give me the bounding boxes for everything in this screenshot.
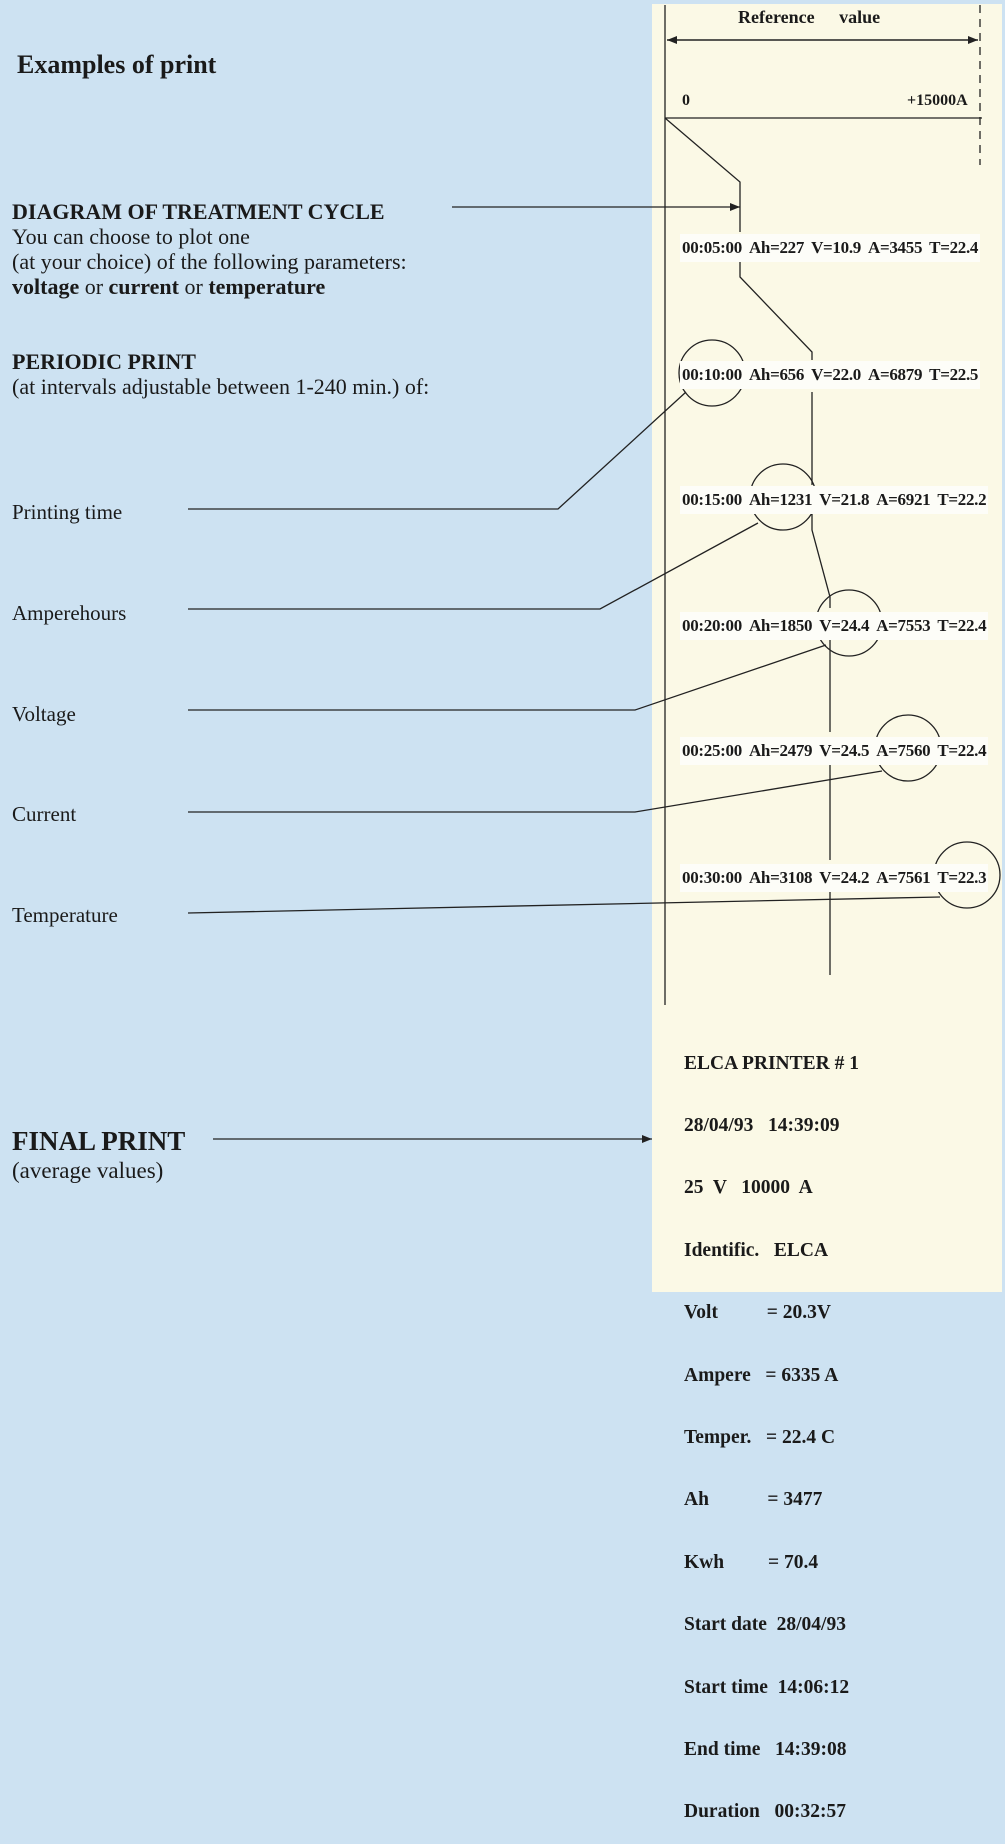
periodic-print-row	[680, 486, 988, 514]
row-t: T=22.5	[929, 365, 979, 384]
row-time: 00:05:00	[682, 238, 742, 257]
row-time: 00:15:00	[682, 490, 742, 509]
summary-line: Kwh = 70.4	[684, 1551, 819, 1573]
param-current: current	[108, 274, 179, 299]
scale-min: 0	[682, 92, 690, 109]
periodic-print-row	[680, 612, 988, 640]
row-v: V=10.9	[811, 238, 861, 257]
summary-line: Identific. ELCA	[684, 1239, 829, 1261]
periodic-print-row	[680, 864, 988, 892]
row-time: 00:30:00	[682, 868, 742, 887]
summary-line: Volt = 20.3V	[684, 1302, 831, 1324]
param-temperature: temperature	[208, 274, 326, 299]
summary-line: Start time 14:06:12	[684, 1676, 850, 1698]
param-voltage: voltage	[12, 274, 80, 299]
row-a: A=7561	[876, 868, 931, 887]
summary-line: Duration 00:32:57	[684, 1801, 846, 1823]
row-t: T=22.4	[937, 741, 987, 760]
plot-trace	[665, 118, 740, 232]
periodic-print-row	[680, 737, 988, 765]
row-t: T=22.2	[937, 490, 987, 509]
periodic-subtitle: (at intervals adjustable between 1-240 min.) of:	[12, 374, 430, 399]
plot-trace	[740, 262, 812, 360]
periodic-print-row	[680, 361, 980, 389]
callout-printing-time: Printing time	[12, 500, 123, 524]
callout-amperehours: Amperehours	[12, 601, 127, 625]
callout-current: Current	[12, 802, 77, 826]
row-ah: Ah=3108	[748, 868, 813, 887]
leader-temperature	[188, 897, 940, 913]
callout-voltage: Voltage	[12, 702, 76, 726]
row-v: V=22.0	[811, 365, 861, 384]
row-ah: Ah=2479	[748, 741, 813, 760]
summary-line: Start date 28/04/93	[684, 1614, 846, 1636]
row-ah: Ah=227	[748, 238, 805, 257]
summary-line: Ampere = 6335 A	[684, 1364, 839, 1386]
row-a: A=7560	[876, 741, 931, 760]
plot-trace	[812, 512, 830, 608]
row-time: 00:20:00	[682, 616, 742, 635]
row-time: 00:10:00	[682, 365, 742, 384]
diagram-line2: (at your choice) of the following parameters:	[12, 249, 407, 274]
summary-line: Temper. = 22.4 C	[684, 1426, 836, 1448]
row-a: A=6921	[876, 490, 931, 509]
diagram-heading: DIAGRAM OF TREATMENT CYCLE	[12, 199, 385, 224]
row-t: T=22.3	[937, 868, 987, 887]
summary-line: ELCA PRINTER # 1	[684, 1052, 859, 1074]
final-print-heading: FINAL PRINT	[12, 1126, 186, 1156]
scale-max: +15000A	[907, 92, 968, 109]
summary-line: 28/04/93 14:39:09	[684, 1114, 840, 1136]
reference-value-label: Reference value	[738, 7, 881, 27]
row-ah: Ah=656	[748, 365, 805, 384]
summary-line: 25 V 10000 A	[684, 1177, 813, 1199]
row-v: V=24.2	[819, 868, 870, 887]
row-a: A=7553	[876, 616, 931, 635]
callout-temperature: Temperature	[12, 903, 118, 927]
periodic-print-row	[680, 234, 980, 262]
row-v: V=24.5	[819, 741, 870, 760]
row-v: V=21.8	[819, 490, 870, 509]
row-a: A=3455	[867, 238, 923, 257]
row-time: 00:25:00	[682, 741, 742, 760]
final-print-summary	[684, 1012, 859, 1844]
diagram-line1: You can choose to plot one	[12, 224, 250, 249]
row-ah: Ah=1231	[748, 490, 813, 509]
or-text: or	[79, 274, 109, 299]
row-t: T=22.4	[929, 238, 979, 257]
page-title: Examples of print	[17, 50, 217, 79]
summary-line: End time 14:39:08	[684, 1738, 847, 1760]
row-v: V=24.4	[819, 616, 870, 635]
periodic-section	[12, 349, 429, 399]
final-print-subtitle: (average values)	[12, 1158, 164, 1183]
leader-current	[188, 771, 882, 812]
leader-voltage	[188, 645, 826, 710]
leader-amperehours	[188, 523, 758, 609]
row-a: A=6879	[867, 365, 923, 384]
diagram-section	[12, 199, 407, 299]
row-t: T=22.4	[937, 616, 987, 635]
leader-printing-time	[188, 392, 686, 509]
periodic-heading: PERIODIC PRINT	[12, 349, 196, 374]
or-text: or	[179, 274, 209, 299]
summary-line: Ah = 3477	[684, 1489, 823, 1511]
row-ah: Ah=1850	[748, 616, 813, 635]
